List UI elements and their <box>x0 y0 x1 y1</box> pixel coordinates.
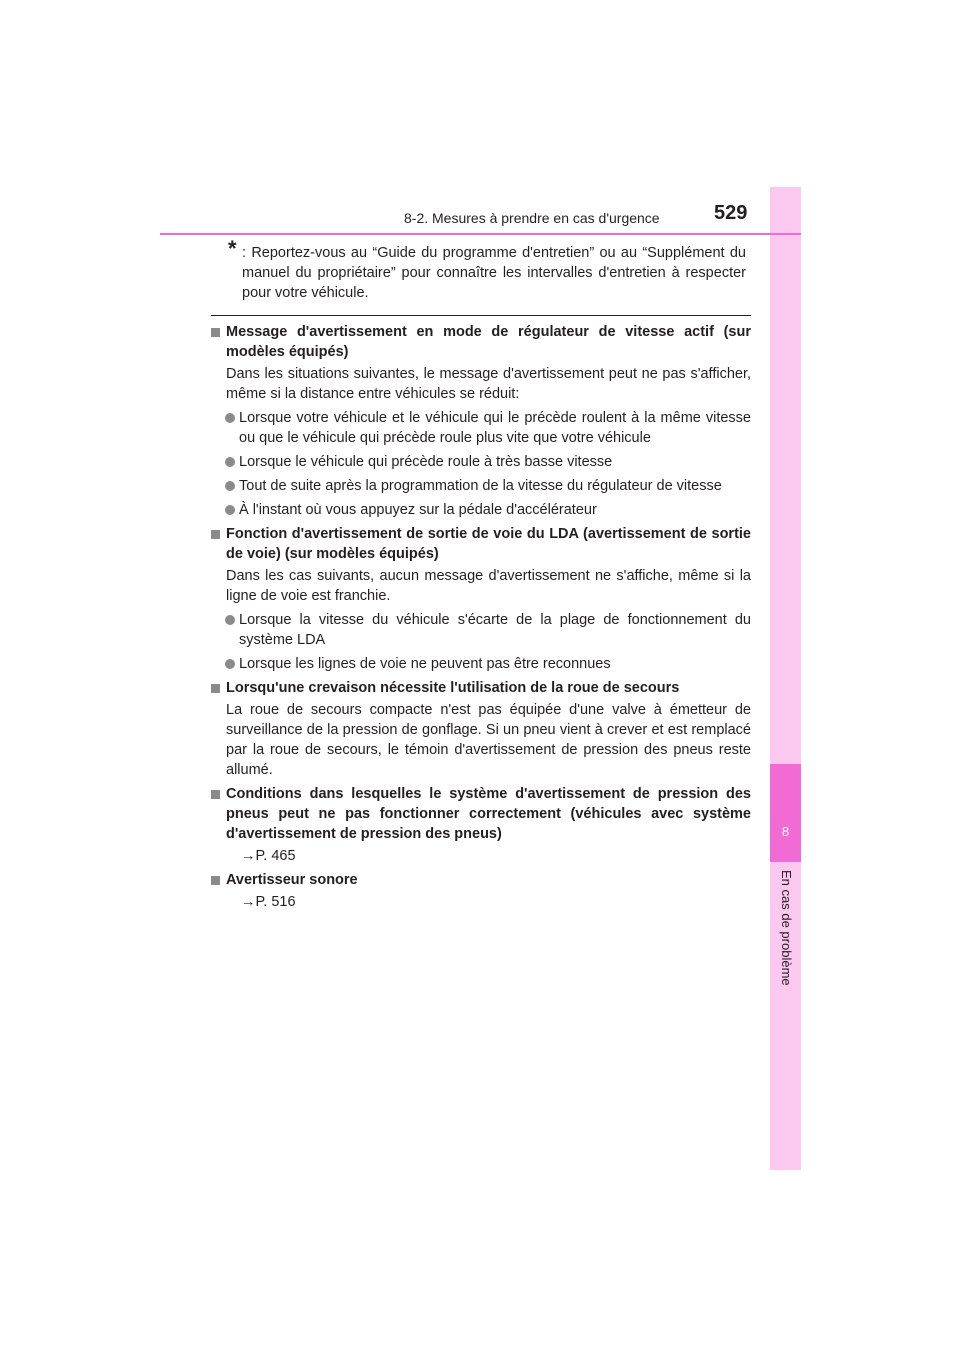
list-item: Lorsque la vitesse du véhicule s'écarte de la plage de fonctionnement du système LDA <box>211 610 751 650</box>
circle-bullet-icon <box>225 457 235 467</box>
square-bullet-icon <box>211 530 220 539</box>
circle-bullet-icon <box>225 413 235 423</box>
section-paragraph: Dans les cas suivants, aucun message d'avertissement ne s'affiche, même si la ligne de voie est franchie. <box>226 568 751 604</box>
circle-bullet-icon <box>225 659 235 669</box>
footnote <box>228 236 746 303</box>
page-number: 529 <box>714 202 748 224</box>
square-bullet-icon <box>211 684 220 693</box>
square-bullet-icon <box>211 328 220 337</box>
circle-bullet-icon <box>225 481 235 491</box>
list-item: À l'instant où vous appuyez sur la pédale d'accélérateur <box>211 500 751 520</box>
footnote-text: : Reportez-vous au “Guide du programme d'entretien” ou au “Supplément du manuel du propriétaire” pour connaître les intervalles d'entretien à respecter pour votre véhicule. <box>242 245 746 301</box>
section-title: Avertisseur sonore <box>211 870 751 890</box>
list-item: Lorsque les lignes de voie ne peuvent pas être reconnues <box>211 654 751 674</box>
section-paragraph: La roue de secours compacte n'est pas équipée d'une valve à émetteur de surveillance de la pression de gonflage. Si un pneu vient à crever et est remplacé par la roue de secours, le témoin d'avertissement de pression des pneus reste allumé. <box>226 702 751 778</box>
square-bullet-icon <box>211 790 220 799</box>
header-rule <box>160 233 801 235</box>
circle-bullet-icon <box>225 615 235 625</box>
list-item: Lorsque le véhicule qui précède roule à très basse vitesse <box>211 452 751 472</box>
chapter-tab-active[interactable] <box>770 764 801 862</box>
section-heading: 8-2. Mesures à prendre en cas d'urgence <box>404 210 660 226</box>
chapter-label: En cas de problème <box>779 870 794 986</box>
footnote-rule <box>211 315 751 316</box>
section-title: Message d'avertissement en mode de régulateur de vitesse actif (sur modèles équipés) <box>211 322 751 362</box>
square-bullet-icon <box>211 876 220 885</box>
page-reference-link[interactable]: →P. 516 <box>241 894 296 910</box>
footnote-mark: * <box>228 236 237 261</box>
main-content <box>211 322 751 912</box>
circle-bullet-icon <box>225 505 235 515</box>
list-item: Lorsque votre véhicule et le véhicule qui le précède roulent à la même vitesse ou que le véhicule qui précède roule plus vite que votre véhicule <box>211 408 751 448</box>
chapter-side-tab <box>770 187 801 1170</box>
section-title: Fonction d'avertissement de sortie de voie du LDA (avertissement de sortie de voie) (sur modèles équipés) <box>211 524 751 564</box>
section-title: Lorsqu'une crevaison nécessite l'utilisation de la roue de secours <box>211 678 751 698</box>
section-title: Conditions dans lesquelles le système d'avertissement de pression des pneus peut ne pas fonctionner correctement (véhicules avec système d'avertissement de pression des pneus) <box>211 784 751 844</box>
page-reference-link[interactable]: →P. 465 <box>241 848 296 864</box>
chapter-number: 8 <box>781 824 790 839</box>
list-item: Tout de suite après la programmation de la vitesse du régulateur de vitesse <box>211 476 751 496</box>
section-paragraph: Dans les situations suivantes, le message d'avertissement peut ne pas s'afficher, même si la distance entre véhicules se réduit: <box>226 366 751 402</box>
